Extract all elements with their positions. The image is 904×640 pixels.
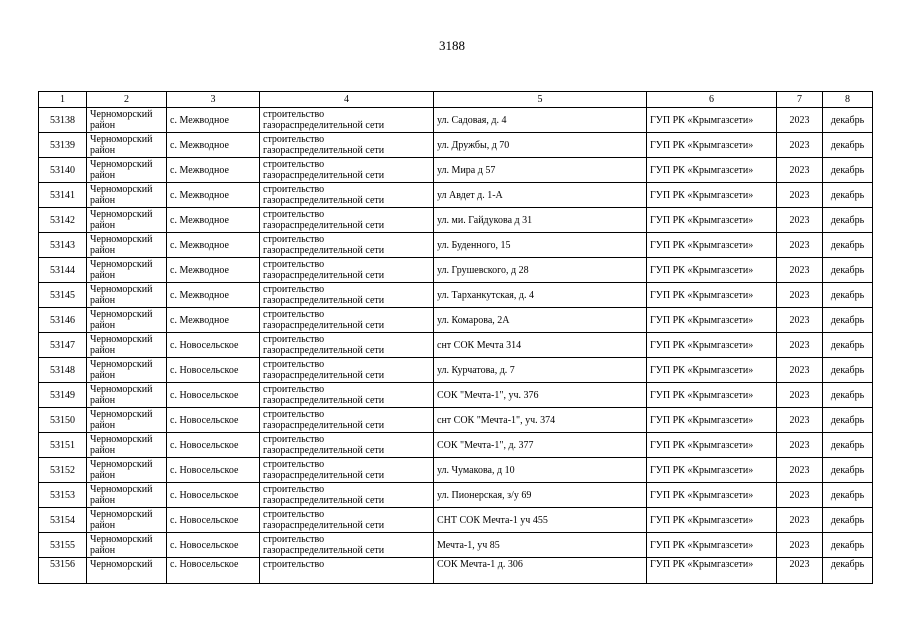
month-cell: декабрь (823, 558, 873, 584)
district-line-2: район (90, 495, 116, 506)
month-cell: декабрь (823, 283, 873, 308)
year-cell: 2023 (777, 308, 823, 333)
month-cell: декабрь (823, 258, 873, 283)
district-line-1: Черноморский (90, 259, 153, 270)
district-cell (87, 133, 167, 158)
row-number-cell: 53142 (39, 208, 87, 233)
organization-cell: ГУП РК «Крымгазсети» (647, 233, 777, 258)
village-cell: с. Новосельское (167, 333, 260, 358)
year-cell: 2023 (777, 108, 823, 133)
village-cell: с. Межводное (167, 283, 260, 308)
district-cell (87, 533, 167, 558)
month-cell: декабрь (823, 208, 873, 233)
village-cell: с. Межводное (167, 258, 260, 283)
district-line-2: район (90, 120, 116, 131)
address-cell: ул. Комарова, 2А (434, 308, 647, 333)
district-cell (87, 233, 167, 258)
district-cell (87, 458, 167, 483)
work-type-cell (260, 533, 434, 558)
work-type-line-2: газораспределительной сети (263, 170, 385, 181)
column-header: 4 (260, 92, 434, 108)
row-number-cell: 53140 (39, 158, 87, 183)
work-type-line-2: газораспределительной сети (263, 120, 385, 131)
village-cell: с. Новосельское (167, 533, 260, 558)
work-type-cell (260, 483, 434, 508)
district-cell (87, 383, 167, 408)
work-type-cell (260, 108, 434, 133)
row-number-cell: 53145 (39, 283, 87, 308)
row-number-cell: 53155 (39, 533, 87, 558)
table-row (39, 258, 873, 283)
address-cell: ул. Мира д 57 (434, 158, 647, 183)
village-cell: с. Межводное (167, 308, 260, 333)
organization-cell: ГУП РК «Крымгазсети» (647, 508, 777, 533)
district-line-2: район (90, 370, 116, 381)
year-cell: 2023 (777, 558, 823, 584)
work-type-line-1: строительство (263, 184, 325, 195)
district-line-1: Черноморский (90, 509, 153, 520)
row-number-cell: 53154 (39, 508, 87, 533)
district-line-1: Черноморский (90, 409, 153, 420)
district-cell (87, 208, 167, 233)
work-type-cell (260, 283, 434, 308)
district-line-1: Черноморский (90, 284, 153, 295)
district-line-2: район (90, 395, 116, 406)
district-line-2: район (90, 520, 116, 531)
district-line-1: Черноморский (90, 159, 153, 170)
organization-cell: ГУП РК «Крымгазсети» (647, 133, 777, 158)
year-cell: 2023 (777, 258, 823, 283)
column-header: 3 (167, 92, 260, 108)
organization-cell: ГУП РК «Крымгазсети» (647, 533, 777, 558)
table-row (39, 283, 873, 308)
organization-cell: ГУП РК «Крымгазсети» (647, 558, 777, 584)
work-type-line-1: строительство (263, 259, 325, 270)
organization-cell: ГУП РК «Крымгазсети» (647, 308, 777, 333)
address-cell: ул. Чумакова, д 10 (434, 458, 647, 483)
work-type-line-1: строительство (263, 334, 325, 345)
address-cell: СОК "Мечта-1", уч. 376 (434, 383, 647, 408)
district-line-1: Черноморский (90, 359, 153, 370)
work-type-cell (260, 133, 434, 158)
district-line-2: район (90, 270, 116, 281)
work-type-line-1: строительство (263, 434, 325, 445)
district-line-2: район (90, 345, 116, 356)
village-cell: с. Межводное (167, 158, 260, 183)
work-type-line-1: строительство (263, 534, 325, 545)
district-cell (87, 108, 167, 133)
address-cell: ул Авдет д. 1-А (434, 183, 647, 208)
district-cell (87, 283, 167, 308)
address-cell: ул. Курчатова, д. 7 (434, 358, 647, 383)
row-number-cell: 53148 (39, 358, 87, 383)
district-cell (87, 408, 167, 433)
district-line-2: район (90, 420, 116, 431)
work-type-line-1: строительство (263, 159, 325, 170)
column-header: 8 (823, 92, 873, 108)
year-cell: 2023 (777, 233, 823, 258)
work-type-line-2: газораспределительной сети (263, 495, 385, 506)
district-line-2: район (90, 445, 116, 456)
table-body (39, 92, 873, 584)
row-number-cell: 53144 (39, 258, 87, 283)
village-cell: с. Межводное (167, 183, 260, 208)
district-cell (87, 333, 167, 358)
month-cell: декабрь (823, 533, 873, 558)
month-cell: декабрь (823, 383, 873, 408)
table-row (39, 458, 873, 483)
work-type-line-1: строительство (263, 509, 325, 520)
row-number-cell: 53138 (39, 108, 87, 133)
organization-cell: ГУП РК «Крымгазсети» (647, 458, 777, 483)
year-cell: 2023 (777, 383, 823, 408)
page-number: 3188 (439, 38, 465, 53)
work-type-line-2: газораспределительной сети (263, 220, 385, 231)
work-type-line-2: газораспределительной сети (263, 395, 385, 406)
organization-cell: ГУП РК «Крымгазсети» (647, 108, 777, 133)
row-number-cell: 53147 (39, 333, 87, 358)
month-cell: декабрь (823, 433, 873, 458)
work-type-cell (260, 408, 434, 433)
month-cell: декабрь (823, 308, 873, 333)
work-type-cell (260, 508, 434, 533)
district-line-1: Черноморский (90, 334, 153, 345)
table-row (39, 383, 873, 408)
district-line-1: Черноморский (90, 559, 153, 570)
address-cell: ул. Садовая, д. 4 (434, 108, 647, 133)
district-cell (87, 308, 167, 333)
work-type-line-2: газораспределительной сети (263, 245, 385, 256)
year-cell: 2023 (777, 533, 823, 558)
row-number-cell: 53143 (39, 233, 87, 258)
month-cell: декабрь (823, 483, 873, 508)
work-type-line-1: строительство (263, 559, 325, 570)
district-line-1: Черноморский (90, 309, 153, 320)
table-row (39, 208, 873, 233)
address-cell: ул. Тарханкутская, д. 4 (434, 283, 647, 308)
year-cell: 2023 (777, 208, 823, 233)
organization-cell: ГУП РК «Крымгазсети» (647, 158, 777, 183)
organization-cell: ГУП РК «Крымгазсети» (647, 483, 777, 508)
row-number-cell: 53153 (39, 483, 87, 508)
district-cell (87, 508, 167, 533)
table-row (39, 233, 873, 258)
work-type-line-1: строительство (263, 234, 325, 245)
work-type-line-1: строительство (263, 409, 325, 420)
row-number-cell: 53139 (39, 133, 87, 158)
district-line-1: Черноморский (90, 134, 153, 145)
work-type-line-2: газораспределительной сети (263, 420, 385, 431)
month-cell: декабрь (823, 158, 873, 183)
table-row (39, 533, 873, 558)
table-row (39, 558, 873, 584)
work-type-line-1: строительство (263, 284, 325, 295)
district-line-2: район (90, 545, 116, 556)
row-number-cell: 53150 (39, 408, 87, 433)
work-type-line-1: строительство (263, 484, 325, 495)
month-cell: декабрь (823, 408, 873, 433)
village-cell: с. Новосельское (167, 433, 260, 458)
district-line-2: район (90, 170, 116, 181)
work-type-line-2: газораспределительной сети (263, 270, 385, 281)
district-line-1: Черноморский (90, 184, 153, 195)
month-cell: декабрь (823, 183, 873, 208)
district-line-2: район (90, 320, 116, 331)
year-cell: 2023 (777, 333, 823, 358)
village-cell: с. Новосельское (167, 458, 260, 483)
table-row (39, 433, 873, 458)
district-line-1: Черноморский (90, 484, 153, 495)
row-number-cell: 53149 (39, 383, 87, 408)
address-cell: СНТ СОК Мечта-1 уч 455 (434, 508, 647, 533)
work-type-line-2: газораспределительной сети (263, 320, 385, 331)
work-type-line-2: газораспределительной сети (263, 545, 385, 556)
work-type-cell (260, 183, 434, 208)
work-type-line-2: газораспределительной сети (263, 195, 385, 206)
column-header: 1 (39, 92, 87, 108)
work-type-line-2: газораспределительной сети (263, 445, 385, 456)
work-type-line-1: строительство (263, 384, 325, 395)
district-line-2: район (90, 145, 116, 156)
table-row (39, 158, 873, 183)
work-type-line-1: строительство (263, 459, 325, 470)
village-cell: с. Межводное (167, 108, 260, 133)
address-cell: снт СОК "Мечта-1", уч. 374 (434, 408, 647, 433)
year-cell: 2023 (777, 408, 823, 433)
month-cell: декабрь (823, 358, 873, 383)
organization-cell: ГУП РК «Крымгазсети» (647, 258, 777, 283)
year-cell: 2023 (777, 133, 823, 158)
column-header: 5 (434, 92, 647, 108)
address-cell: ул. ми. Гайдукова д 31 (434, 208, 647, 233)
table-row (39, 308, 873, 333)
work-type-cell (260, 258, 434, 283)
year-cell: 2023 (777, 283, 823, 308)
address-cell: ул. Грушевского, д 28 (434, 258, 647, 283)
year-cell: 2023 (777, 508, 823, 533)
address-cell: СОК Мечта-1 д. 306 (434, 558, 647, 584)
year-cell: 2023 (777, 458, 823, 483)
district-cell (87, 183, 167, 208)
address-cell: ул. Пионерская, з/у 69 (434, 483, 647, 508)
row-number-cell: 53156 (39, 558, 87, 584)
work-type-cell (260, 558, 434, 584)
organization-cell: ГУП РК «Крымгазсети» (647, 333, 777, 358)
work-type-line-1: строительство (263, 359, 325, 370)
district-cell (87, 558, 167, 584)
district-line-1: Черноморский (90, 234, 153, 245)
work-type-line-2: газораспределительной сети (263, 370, 385, 381)
district-line-1: Черноморский (90, 109, 153, 120)
district-line-1: Черноморский (90, 459, 153, 470)
village-cell: с. Новосельское (167, 408, 260, 433)
address-cell: ул. Буденного, 15 (434, 233, 647, 258)
work-type-line-1: строительство (263, 309, 325, 320)
work-type-line-1: строительство (263, 109, 325, 120)
table-row (39, 133, 873, 158)
organization-cell: ГУП РК «Крымгазсети» (647, 383, 777, 408)
work-type-cell (260, 158, 434, 183)
table-header-row (39, 92, 873, 108)
column-header: 2 (87, 92, 167, 108)
village-cell: с. Межводное (167, 233, 260, 258)
village-cell: с. Межводное (167, 133, 260, 158)
month-cell: декабрь (823, 133, 873, 158)
district-line-2: район (90, 195, 116, 206)
work-type-cell (260, 333, 434, 358)
organization-cell: ГУП РК «Крымгазсети» (647, 433, 777, 458)
year-cell: 2023 (777, 483, 823, 508)
column-header: 7 (777, 92, 823, 108)
year-cell: 2023 (777, 433, 823, 458)
work-type-line-2: газораспределительной сети (263, 145, 385, 156)
address-cell: СОК "Мечта-1", д. 377 (434, 433, 647, 458)
month-cell: декабрь (823, 233, 873, 258)
organization-cell: ГУП РК «Крымгазсети» (647, 283, 777, 308)
district-line-2: район (90, 220, 116, 231)
district-line-2: район (90, 470, 116, 481)
district-cell (87, 158, 167, 183)
work-type-line-2: газораспределительной сети (263, 520, 385, 531)
organization-cell: ГУП РК «Крымгазсети» (647, 183, 777, 208)
work-type-line-2: газораспределительной сети (263, 470, 385, 481)
year-cell: 2023 (777, 358, 823, 383)
table-row (39, 408, 873, 433)
work-type-cell (260, 458, 434, 483)
work-type-line-2: газораспределительной сети (263, 295, 385, 306)
organization-cell: ГУП РК «Крымгазсети» (647, 408, 777, 433)
organization-cell: ГУП РК «Крымгазсети» (647, 358, 777, 383)
month-cell: декабрь (823, 333, 873, 358)
row-number-cell: 53141 (39, 183, 87, 208)
table-row (39, 183, 873, 208)
table-row (39, 508, 873, 533)
district-cell (87, 433, 167, 458)
district-cell (87, 258, 167, 283)
work-type-line-1: строительство (263, 134, 325, 145)
table-row (39, 358, 873, 383)
village-cell: с. Новосельское (167, 383, 260, 408)
village-cell: с. Межводное (167, 208, 260, 233)
work-type-line-2: газораспределительной сети (263, 345, 385, 356)
address-cell: снт СОК Мечта 314 (434, 333, 647, 358)
district-line-2: район (90, 245, 116, 256)
row-number-cell: 53152 (39, 458, 87, 483)
address-cell: ул. Дружбы, д 70 (434, 133, 647, 158)
district-cell (87, 483, 167, 508)
month-cell: декабрь (823, 458, 873, 483)
village-cell: с. Новосельское (167, 508, 260, 533)
work-type-cell (260, 208, 434, 233)
table-row (39, 483, 873, 508)
year-cell: 2023 (777, 183, 823, 208)
year-cell: 2023 (777, 158, 823, 183)
row-number-cell: 53151 (39, 433, 87, 458)
district-line-1: Черноморский (90, 209, 153, 220)
work-type-line-1: строительство (263, 209, 325, 220)
work-type-cell (260, 433, 434, 458)
village-cell: с. Новосельское (167, 358, 260, 383)
village-cell: с. Новосельское (167, 483, 260, 508)
column-header: 6 (647, 92, 777, 108)
table-row (39, 108, 873, 133)
organization-cell: ГУП РК «Крымгазсети» (647, 208, 777, 233)
month-cell: декабрь (823, 108, 873, 133)
work-type-cell (260, 233, 434, 258)
district-line-1: Черноморский (90, 434, 153, 445)
work-type-cell (260, 358, 434, 383)
row-number-cell: 53146 (39, 308, 87, 333)
district-line-2: район (90, 295, 116, 306)
village-cell: с. Новосельское (167, 558, 260, 584)
address-cell: Мечта-1, уч 85 (434, 533, 647, 558)
register-table (38, 91, 873, 584)
month-cell: декабрь (823, 508, 873, 533)
table-row (39, 333, 873, 358)
district-line-1: Черноморский (90, 384, 153, 395)
work-type-cell (260, 308, 434, 333)
district-line-1: Черноморский (90, 534, 153, 545)
district-cell (87, 358, 167, 383)
work-type-cell (260, 383, 434, 408)
